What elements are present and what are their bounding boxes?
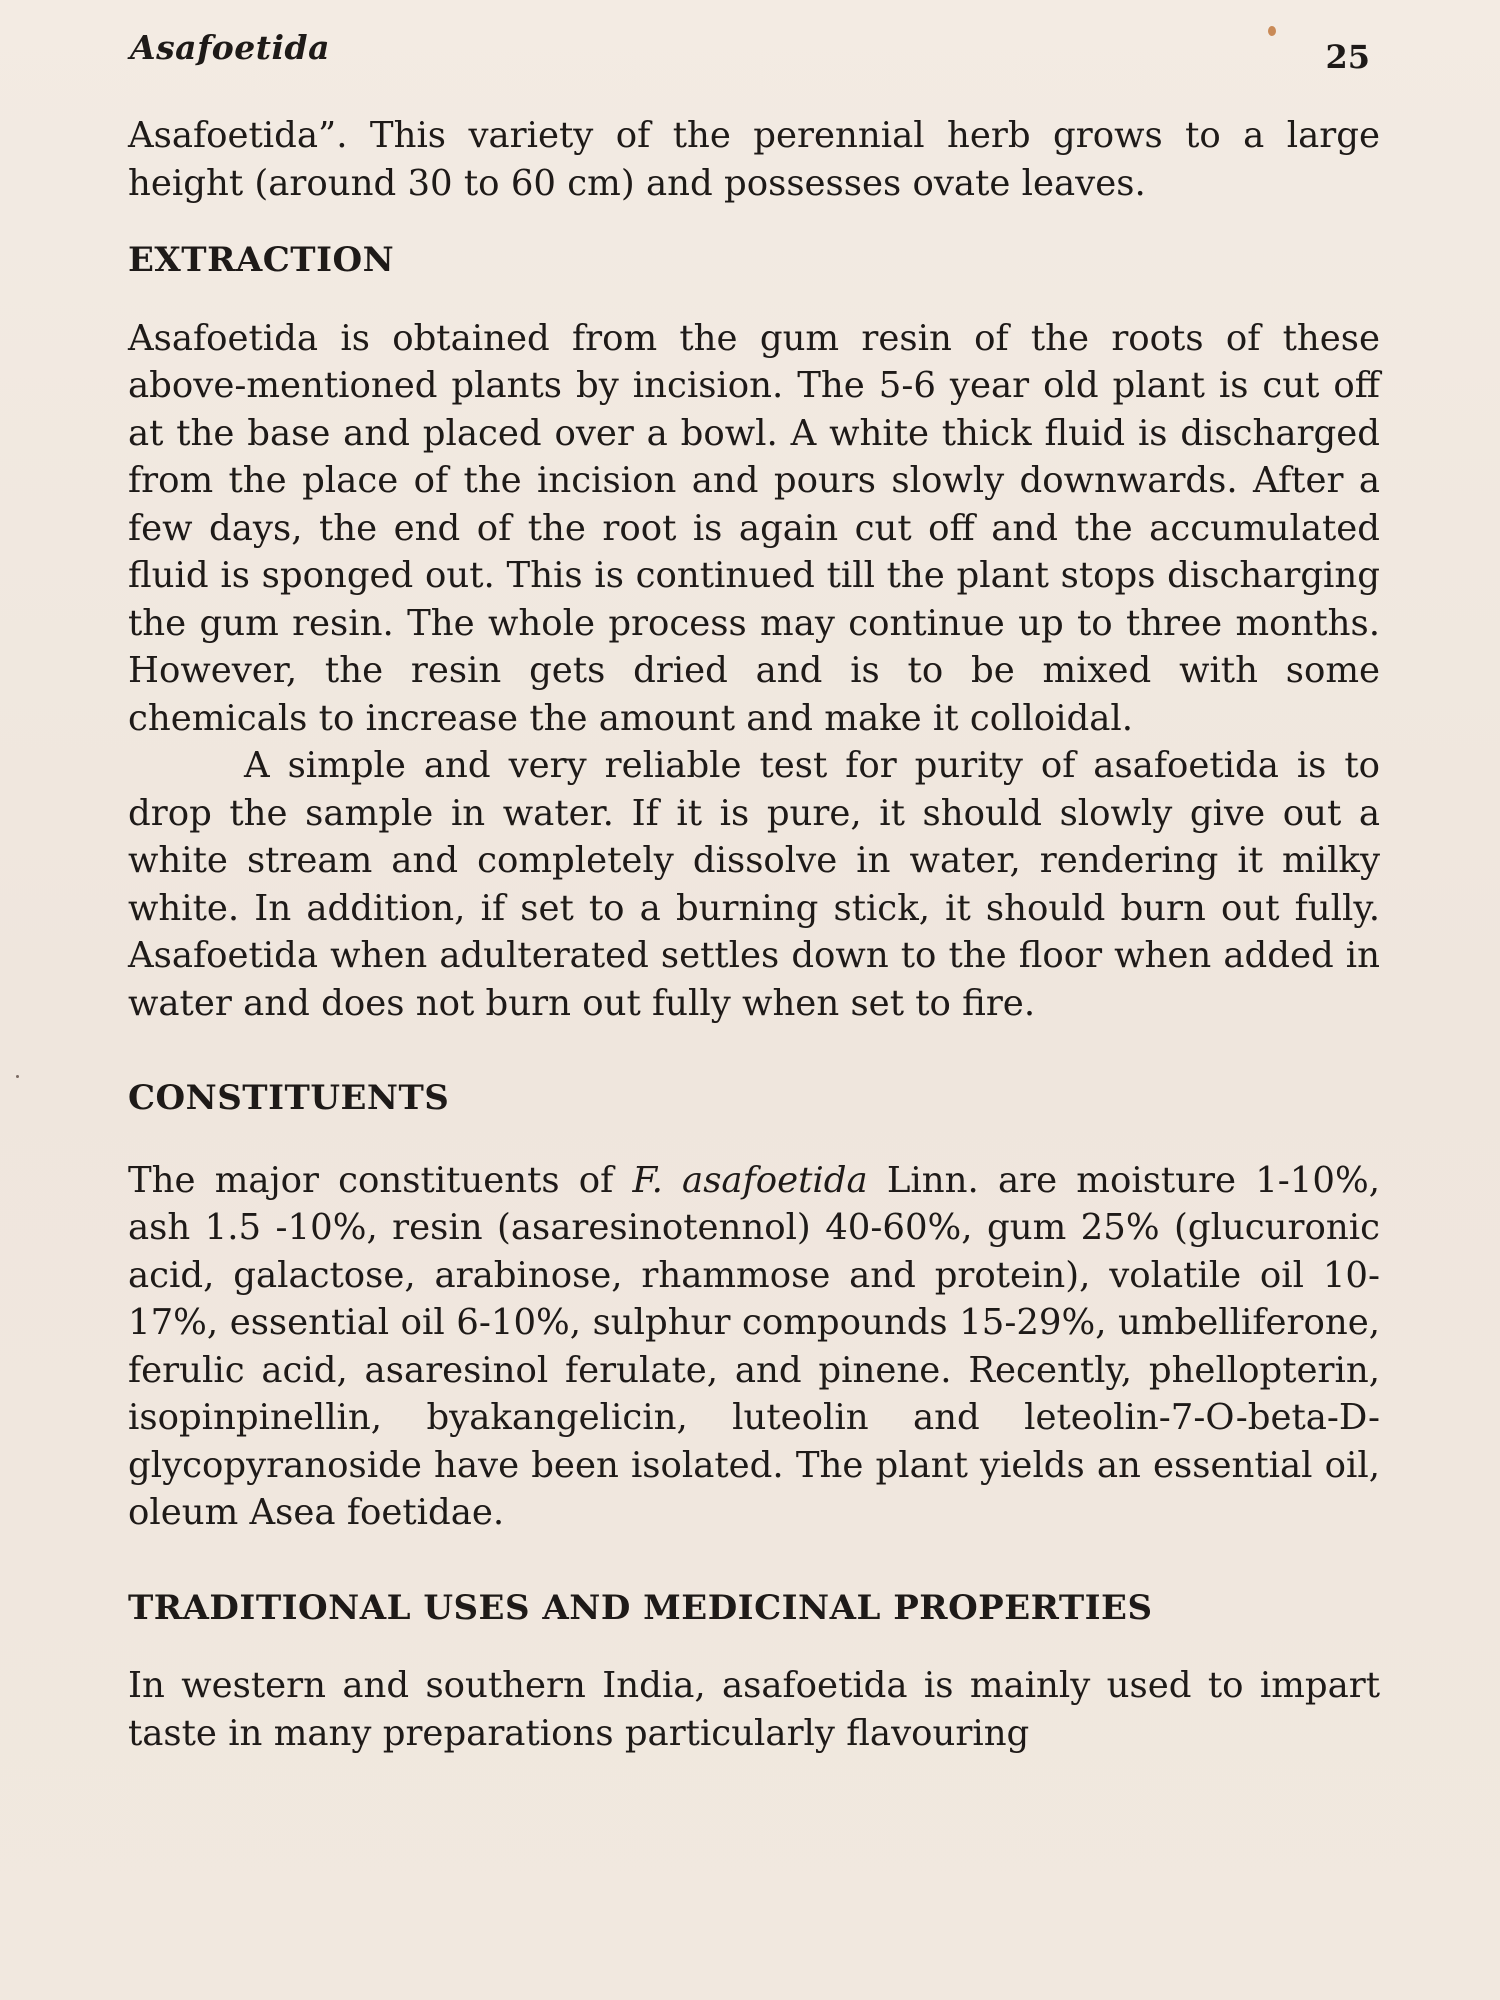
constituents-paragraph	[128, 1157, 1380, 1537]
intro-paragraph: Asafoetida”. This variety of the perennial herb grows to a large height (around 30 to 60 cm) and possesses ovate leaves.	[128, 115, 1380, 204]
body-text	[128, 112, 1380, 1757]
traditional-uses-heading: TRADITIONAL USES AND MEDICINAL PROPERTIES	[128, 1587, 1153, 1628]
constituents-lead: The major constituents of	[128, 1159, 633, 1201]
purity-test-paragraph: A simple and very reliable test for purity of asafoetida is to drop the sample in water. If it is pure, it should slowly give out a white stream and completely dissolve in water, rendering it milky white. In addition, if set to a burning stick, it should burn out fully. Asafoetida when adulterated settles down to the floor when added in water and does not burn out fully when set to fire.	[128, 745, 1380, 1024]
traditional-uses-paragraph: In western and southern India, asafoetida is mainly used to impart taste in many preparations particularly flavouring	[128, 1665, 1380, 1754]
ink-speck	[1268, 26, 1276, 36]
ink-speck	[16, 1075, 19, 1078]
page-number: 25	[1325, 38, 1370, 76]
constituents-text: Linn. are moisture 1-10%, ash 1.5 -10%, resin (asaresinotennol) 40-60%, gum 25% (glucuronic acid, galactose, arabinose, rhammose and protein), volatile oil 10-17%, essential oil 6-10%, sulphur compounds 15-29%, umbelliferone, ferulic acid, asaresinol ferulate, and pinene. Recently, phellopterin, isopinpinellin, byakangelicin, luteolin and leteolin-7-O-beta-D-glycopyranoside have been isolated. The plant yields an essential oil, oleum Asea foetidae.	[128, 1159, 1380, 1533]
running-title: Asafoetida	[130, 28, 331, 67]
extraction-paragraph: Asafoetida is obtained from the gum resin of the roots of these above-mentioned plants by incision. The 5-6 year old plant is cut off at the base and placed over a bowl. A white thick fluid is discharged from the place of the incision and pours slowly downwards. After a few days, the end of the root is again cut off and the accumulated fluid is sponged out. This is continued till the plant stops discharging the gum resin. The whole process may continue up to three months. However, the resin gets dried and is to be mixed with some chemicals to increase the amount and make it colloidal.	[128, 317, 1380, 739]
species-name: F. asafoetida	[632, 1159, 868, 1201]
constituents-heading: CONSTITUENTS	[128, 1078, 450, 1118]
extraction-heading: EXTRACTION	[128, 240, 395, 280]
